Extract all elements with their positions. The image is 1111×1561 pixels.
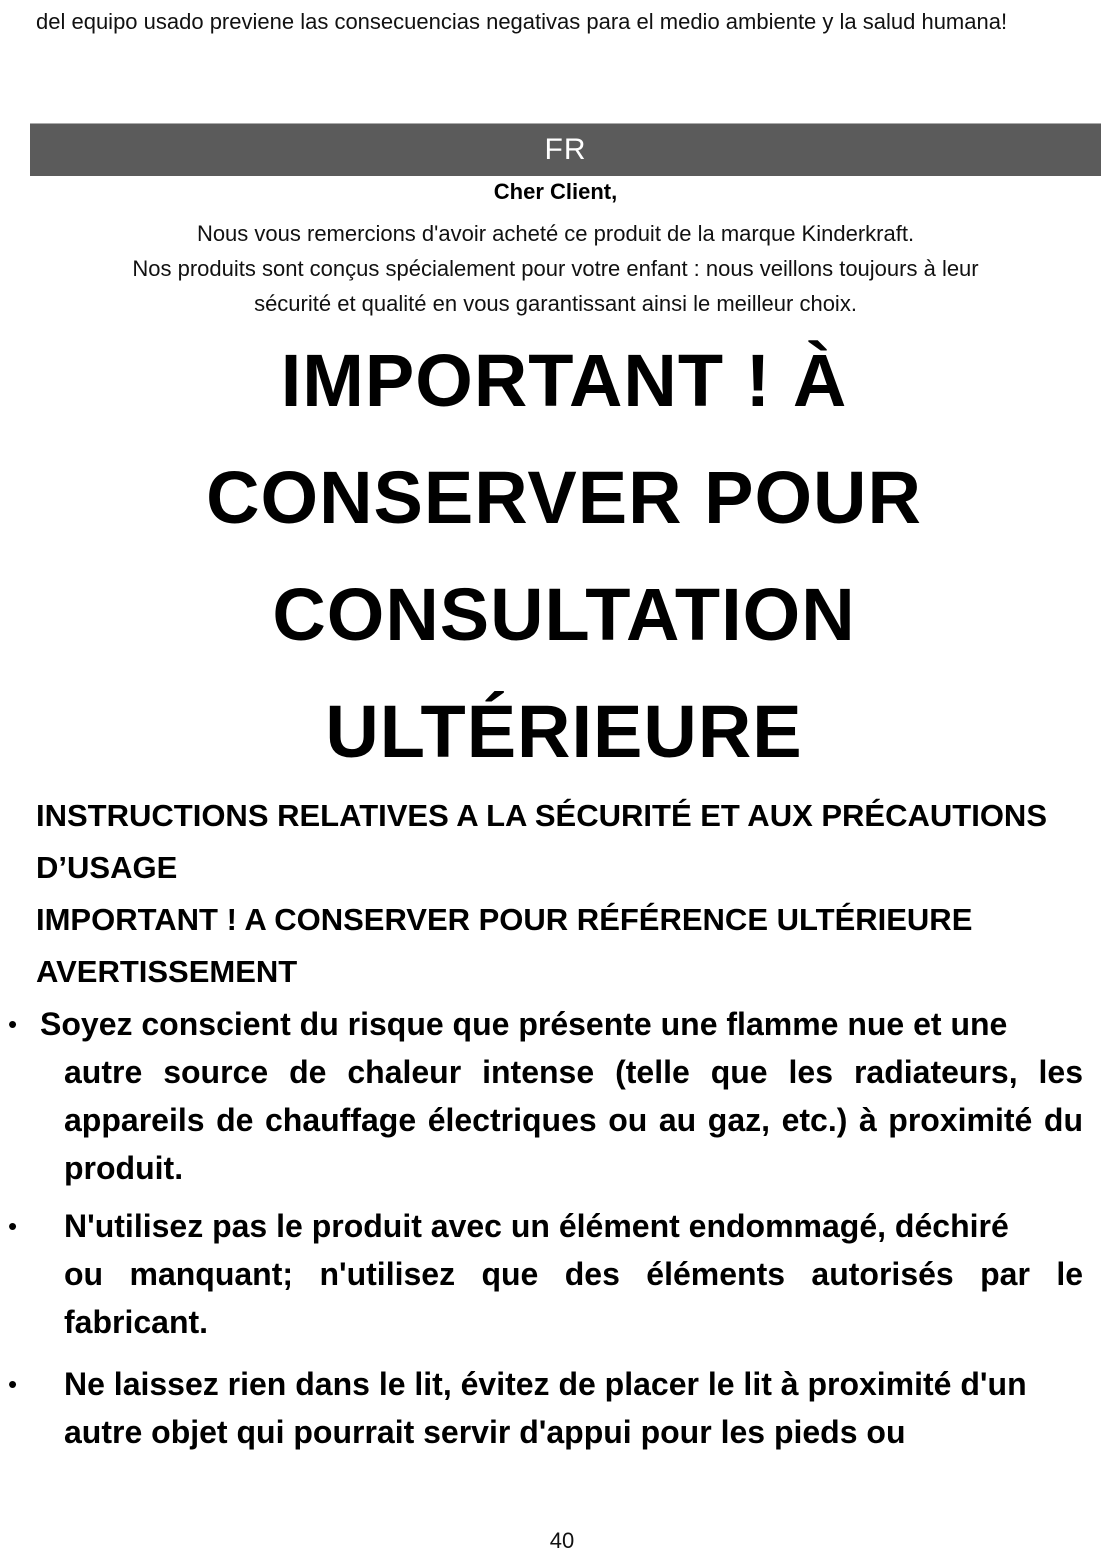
warning-item (0, 1360, 1111, 1456)
important-title-line: CONSERVER POUR (206, 456, 922, 539)
greeting: Cher Client, (493, 179, 618, 204)
bullet-icon: • (8, 1009, 18, 1039)
intro-line: Nous vous remercions d'avoir acheté ce produit de la marque Kinderkraft. (196, 221, 915, 246)
important-title-line: CONSULTATION (272, 573, 856, 656)
previous-section-text: del equipo usado previene las consecuencias negativas para el medio ambiente y la salud humana! (36, 9, 1008, 34)
intro-paragraph (30, 216, 1081, 321)
important-title-line: ULTÉRIEURE (325, 690, 803, 773)
warning-item (0, 1202, 1111, 1346)
warning-text-first-line: N'utilisez pas le produit avec un élément endommagé, déchiré (64, 1208, 1009, 1244)
warning-text-first-line: Ne laissez rien dans le lit, évitez de placer le lit à proximité d'un (64, 1366, 1027, 1402)
warning-text: ou manquant; n'utilisez que des éléments autorisés par le fabricant. (64, 1256, 1083, 1340)
warning-text: autre objet qui pourrait servir d'appui pour les pieds ou (64, 1414, 906, 1450)
bullet-icon: • (8, 1369, 18, 1399)
important-title-line: IMPORTANT ! À (280, 339, 848, 422)
important-title (0, 322, 1111, 790)
language-header-bar (30, 123, 1101, 176)
bullet-icon: • (8, 1211, 18, 1241)
keep-for-reference-heading: IMPORTANT ! A CONSERVER POUR RÉFÉRENCE ULTÉRIEURE (36, 902, 973, 937)
language-label: FR (544, 133, 587, 166)
intro-line: sécurité et qualité en vous garantissant ainsi le meilleur choix. (254, 291, 857, 316)
intro-line: Nos produits sont conçus spécialement pour votre enfant : nous veillons toujours à leur (132, 256, 979, 281)
warning-text: autre source de chaleur intense (telle que les radiateurs, les appareils de chauffage électriques ou au gaz, etc.) à proximité du produit. (64, 1054, 1083, 1186)
warning-item (0, 1000, 1111, 1192)
warning-list (0, 1000, 1111, 1456)
safety-instructions-heading: INSTRUCTIONS RELATIVES A LA SÉCURITÉ ET AUX PRÉCAUTIONS D’USAGE (36, 798, 1047, 885)
section-headings (36, 790, 1096, 998)
warning-text-first-line: Soyez conscient du risque que présente une flamme nue et une (40, 1006, 1008, 1042)
warning-heading: AVERTISSEMENT (36, 954, 298, 989)
page-number: 40 (549, 1528, 575, 1553)
